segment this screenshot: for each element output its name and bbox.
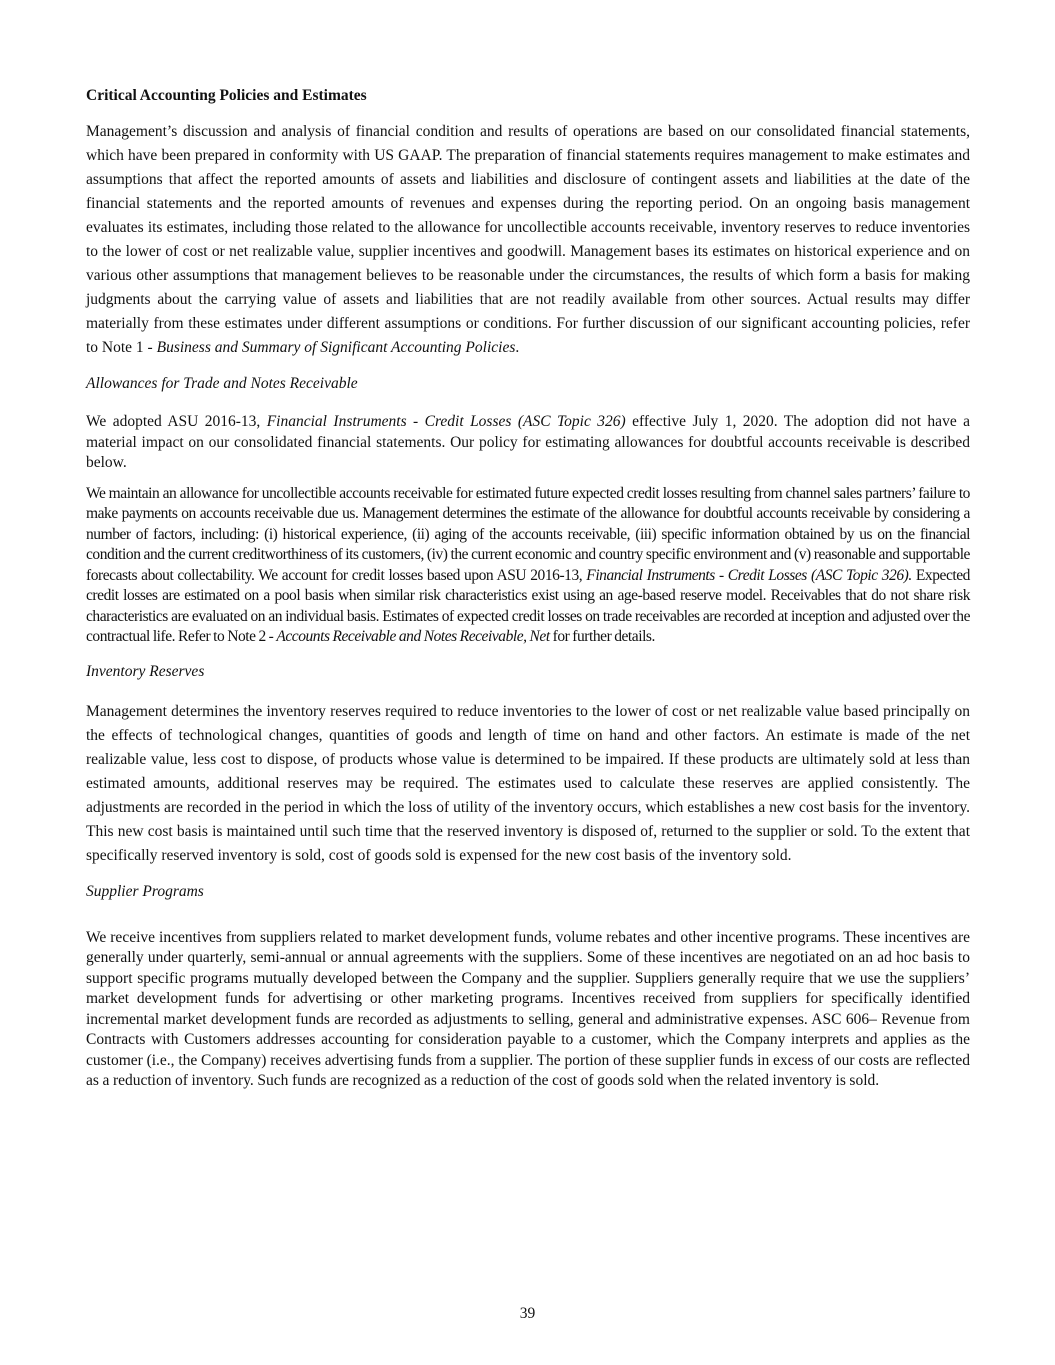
allowances-paragraph-2 xyxy=(86,484,970,648)
text: effective July 1, 2020. The adoption did not have a material impact on our consolidated financial statements. Our policy for estimating allowances for doubtful accounts receivable is described below. xyxy=(86,413,970,471)
text: Expected credit losses are estimated on a pool basis when similar risk characteristics exist using an age-based reserve model. Receivables that do not share risk characteristics are evaluated on an individual basis. Estimates of expected credit losses on trade receivables are recorded at inception and adjusted over the contractual life. Refer to Note 2 - xyxy=(86,566,970,645)
supplier-subheading: Supplier Programs xyxy=(86,882,204,900)
inventory-subheading: Inventory Reserves xyxy=(86,662,205,680)
text: for further details. xyxy=(549,628,655,645)
standard-reference: Financial Instruments - Credit Losses (ASC Topic 326) xyxy=(266,413,626,430)
supplier-paragraph: We receive incentives from suppliers related to market development funds, volume rebates and other incentive programs. These incentives are generally under quarterly, semi-annual or annual agreements with the suppliers. Some of these incentives are negotiated on an ad hoc basis to support specific programs mutually developed between the Company and the supplier. Suppliers generally require that we use the suppliers’ market development funds for advertising or other marketing programs. Incentives received from suppliers for specifically identified incremental market development funds are recorded as adjustments to selling, general and administrative expenses. ASC 606– Revenue from Contracts with Customers addresses accounting for consideration payable to a customer, which the Company interprets and applies as the customer (i.e., the Company) receives advertising funds from a supplier. The portion of these supplier funds in excess of our costs are reflected as a reduction of inventory. Such funds are recognized as a reduction of the cost of goods sold when the related inventory is sold. xyxy=(86,928,970,1089)
inventory-paragraph: Management determines the inventory reserves required to reduce inventories to the lower of cost or net realizable value based principally on the effects of technological changes, quantities of goods and length of time on hand and other factors. An estimate is made of the net realizable value, less cost to dispose, of products whose value is determined to be impaired. If these products are ultimately sold at less than estimated amounts, additional reserves may be required. The estimates used to calculate these reserves are applied consistently. The adjustments are recorded in the period in which the loss of utility of the inventory occurs, which establishes a new cost basis for the inventory. This new cost basis is maintained until such time that the reserved inventory is disposed of, returned to the supplier or sold. To the extent that specifically reserved inventory is sold, cost of goods sold is expensed for the new cost basis of the inventory sold. xyxy=(86,702,970,864)
section-heading: Critical Accounting Policies and Estimates xyxy=(86,87,367,104)
note-reference: Business and Summary of Significant Accounting Policies xyxy=(156,339,516,356)
standard-reference: Financial Instruments - Credit Losses (ASC Topic 326). xyxy=(586,566,912,584)
intro-paragraph xyxy=(86,120,970,360)
intro-text: Management’s discussion and analysis of financial condition and results of operations are based on our consolidated financial statements, which have been prepared in conformity with US GAAP. The preparation of financial statements requires management to make estimates and assumptions that affect the reported amounts of assets and liabilities and disclosure of contingent assets and liabilities at the date of the financial statements and the reported amounts of revenues and expenses during the reporting period. On an ongoing basis management evaluates its estimates, including those related to the allowance for uncollectible accounts receivable, inventory reserves to reduce inventories to the lower of cost or net realizable value, supplier incentives and goodwill. Management bases its estimates on historical experience and on various other assumptions that management believes to be reasonable under the circumstances, the results of which form a basis for making judgments about the carrying value of assets and liabilities that are not readily available from other sources. Actual results may differ materially from these estimates under different assumptions or conditions. For further discussion of our significant accounting policies, refer to Note 1 - xyxy=(86,123,970,356)
allowances-paragraph-1 xyxy=(86,412,970,474)
text: We adopted ASU 2016-13, xyxy=(86,413,267,430)
document-page xyxy=(86,86,970,1092)
note-reference: Accounts Receivable and Notes Receivable, Net xyxy=(276,628,550,645)
text: We maintain an allowance for uncollectible accounts receivable for estimated future expected credit losses resulting from channel sales partners’ failure to make payments on accounts receivable due us. Management determines the estimate of the allowance for doubtful accounts receivable by considering a number of factors, including: (i) historical experience, (ii) aging of the accounts receivable, (iii) specific information obtained by us on the financial condition and the current creditworthiness of its customers, (iv) the current economic and country specific environment and (v) reasonable and supportable forecasts about collectability. We account for credit losses based upon ASU 2016-13, xyxy=(86,484,970,584)
intro-end: . xyxy=(515,339,520,356)
page-number: 39 xyxy=(519,1305,536,1322)
allowances-subheading: Allowances for Trade and Notes Receivable xyxy=(86,375,358,392)
